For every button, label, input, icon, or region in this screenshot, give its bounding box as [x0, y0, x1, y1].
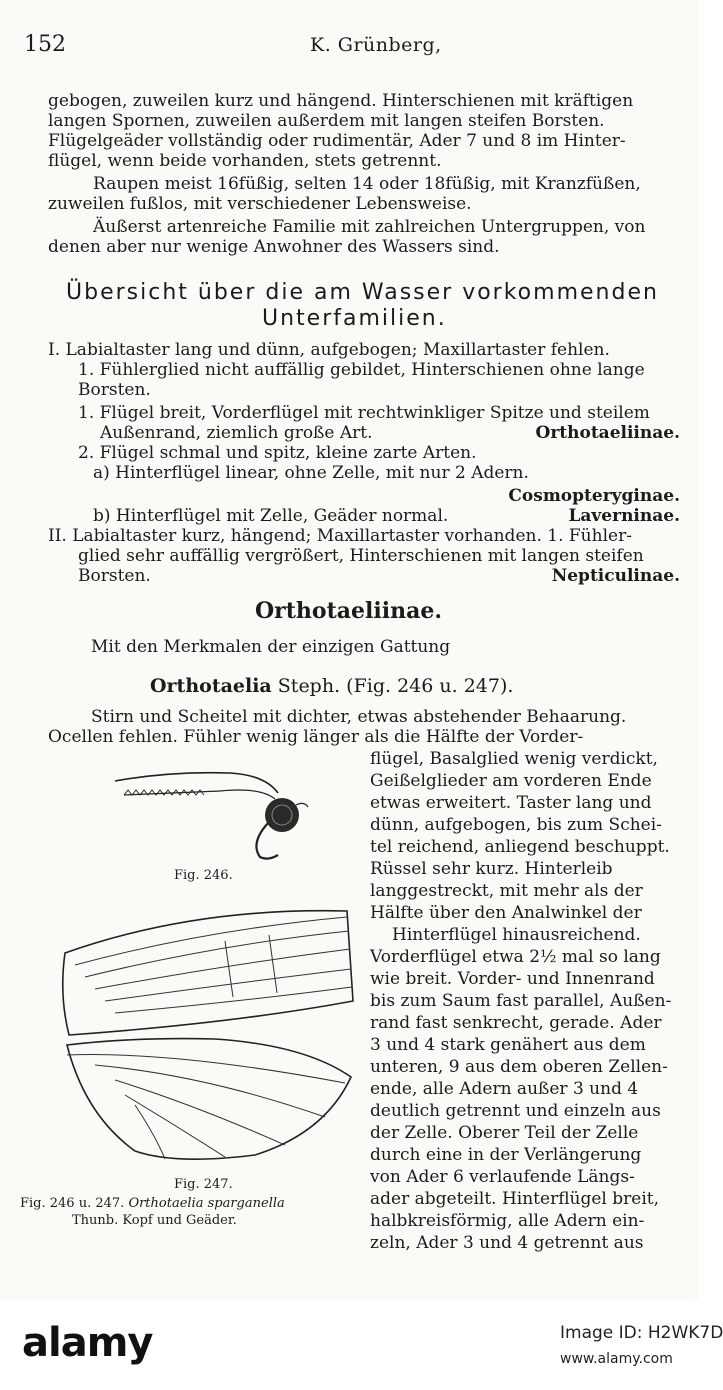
body-line: wie breit. Vorder- und Innenrand: [370, 969, 655, 989]
intro-line: denen aber nur wenige Anwohner des Wassers sind.: [48, 237, 500, 257]
body-line: Ocellen fehlen. Fühler wenig länger als die Hälfte der Vorder-: [48, 727, 584, 747]
figure-caption-2: Thunb. Kopf und Geäder.: [72, 1213, 237, 1228]
taxon-cosmopteryginae: Cosmopteryginae.: [508, 486, 680, 506]
section-title: Orthotaeliinae.: [255, 598, 442, 624]
body-line: von Ader 6 verlaufende Längs-: [370, 1167, 635, 1187]
intro-line: gebogen, zuweilen kurz und hängend. Hinterschienen mit kräftigen: [48, 91, 634, 111]
stock-url[interactable]: www.alamy.com: [560, 1351, 673, 1367]
taxon-nepticulinae: Nepticulinae.: [551, 566, 680, 586]
key-line: Borsten.: [78, 566, 151, 586]
intro-line: Raupen meist 16füßig, selten 14 oder 18füßig, mit Kranzfüßen,: [93, 174, 641, 194]
key-line: Außenrand, ziemlich große Art.: [100, 423, 373, 443]
body-line: ende, alle Adern außer 3 und 4: [370, 1079, 639, 1099]
body-line: rand fast senkrecht, gerade. Ader: [370, 1013, 662, 1033]
body-line: durch eine in der Verlängerung: [370, 1145, 642, 1165]
taxon-laverninae: Laverninae.: [568, 506, 680, 526]
key-line: I. Labialtaster lang und dünn, aufgebogen; Maxillartaster fehlen.: [48, 340, 610, 360]
body-line: flügel, Basalglied wenig verdickt,: [370, 749, 658, 769]
key-line: glied sehr auffällig vergrößert, Hinterschienen mit langen steifen: [78, 546, 644, 566]
overview-heading-2: Unterfamilien.: [262, 306, 447, 331]
intro-line: Äußerst artenreiche Familie mit zahlreichen Untergruppen, von: [93, 217, 646, 237]
genus-name: Orthotaelia: [150, 675, 272, 697]
body-line: bis zum Saum fast parallel, Außen-: [370, 991, 672, 1011]
page-number: 152: [24, 32, 66, 57]
fig-247-label: Fig. 247.: [174, 1177, 233, 1192]
intro-line: flügel, wenn beide vorhanden, stets getrennt.: [48, 151, 442, 171]
body-line: Vorderflügel etwa 2½ mal so lang: [370, 947, 661, 967]
genus-author-figures: Steph. (Fig. 246 u. 247).: [271, 675, 514, 697]
body-line: langgestreckt, mit mehr als der: [370, 881, 643, 901]
body-line: halbkreisförmig, alle Adern ein-: [370, 1211, 645, 1231]
body-line: Hinterflügel hinausreichend.: [392, 925, 641, 945]
body-line: dünn, aufgebogen, bis zum Schei-: [370, 815, 662, 835]
intro-line: langen Spornen, zuweilen außerdem mit langen steifen Borsten.: [48, 111, 605, 131]
stock-footer: [0, 1300, 723, 1390]
key-line: II. Labialtaster kurz, hängend; Maxillartaster vorhanden. 1. Fühler-: [48, 526, 632, 546]
running-header-author: K. Grünberg,: [310, 34, 442, 56]
image-id: Image ID: H2WK7D: [560, 1323, 723, 1343]
body-line: ader abgeteilt. Hinterflügel breit,: [370, 1189, 660, 1209]
body-line: Geißelglieder am vorderen Ende: [370, 771, 652, 791]
taxon-orthotaeliinae: Orthotaeliinae.: [535, 423, 680, 443]
body-line: tel reichend, anliegend beschuppt.: [370, 837, 670, 857]
body-line: der Zelle. Oberer Teil der Zelle: [370, 1123, 639, 1143]
key-line: Borsten.: [78, 380, 151, 400]
body-line: Rüssel sehr kurz. Hinterleib: [370, 859, 613, 879]
fig-246-label: Fig. 246.: [174, 868, 233, 883]
intro-line: Flügelgeäder vollständig oder rudimentär, Ader 7 und 8 im Hinter-: [48, 131, 626, 151]
body-line: 3 und 4 stark genähert aus dem: [370, 1035, 646, 1055]
key-line: 1. Flügel breit, Vorderflügel mit rechtwinkliger Spitze und steilem: [78, 403, 650, 423]
body-line: unteren, 9 aus dem oberen Zellen-: [370, 1057, 668, 1077]
body-line: deutlich getrennt und einzeln aus: [370, 1101, 661, 1121]
caption-species: Orthotaelia sparganella: [128, 1196, 285, 1211]
fig-246-head-illustration: [110, 765, 320, 865]
key-line: a) Hinterflügel linear, ohne Zelle, mit nur 2 Adern.: [93, 463, 529, 483]
key-line: 2. Flügel schmal und spitz, kleine zarte Arten.: [78, 443, 477, 463]
body-line: zeln, Ader 3 und 4 getrennt aus: [370, 1233, 644, 1253]
fig-247-wing-venation: [55, 905, 355, 1165]
intro-line: zuweilen fußlos, mit verschiedener Lebensweise.: [48, 194, 472, 214]
genus-heading: [150, 675, 513, 697]
body-line: Hälfte über den Analwinkel der: [370, 903, 642, 923]
body-line: Stirn und Scheitel mit dichter, etwas abstehender Behaarung.: [91, 707, 627, 727]
key-line: 1. Fühlerglied nicht auffällig gebildet, Hinterschienen ohne lange: [78, 360, 645, 380]
key-line: b) Hinterflügel mit Zelle, Geäder normal.: [93, 506, 449, 526]
alamy-logo: alamy: [22, 1320, 153, 1366]
section-subtitle: Mit den Merkmalen der einzigen Gattung: [91, 637, 451, 657]
caption-prefix: Fig. 246 u. 247.: [20, 1196, 125, 1211]
body-line: etwas erweitert. Taster lang und: [370, 793, 652, 813]
figure-caption: [20, 1195, 285, 1212]
overview-heading: Übersicht über die am Wasser vorkommenden: [66, 280, 659, 305]
